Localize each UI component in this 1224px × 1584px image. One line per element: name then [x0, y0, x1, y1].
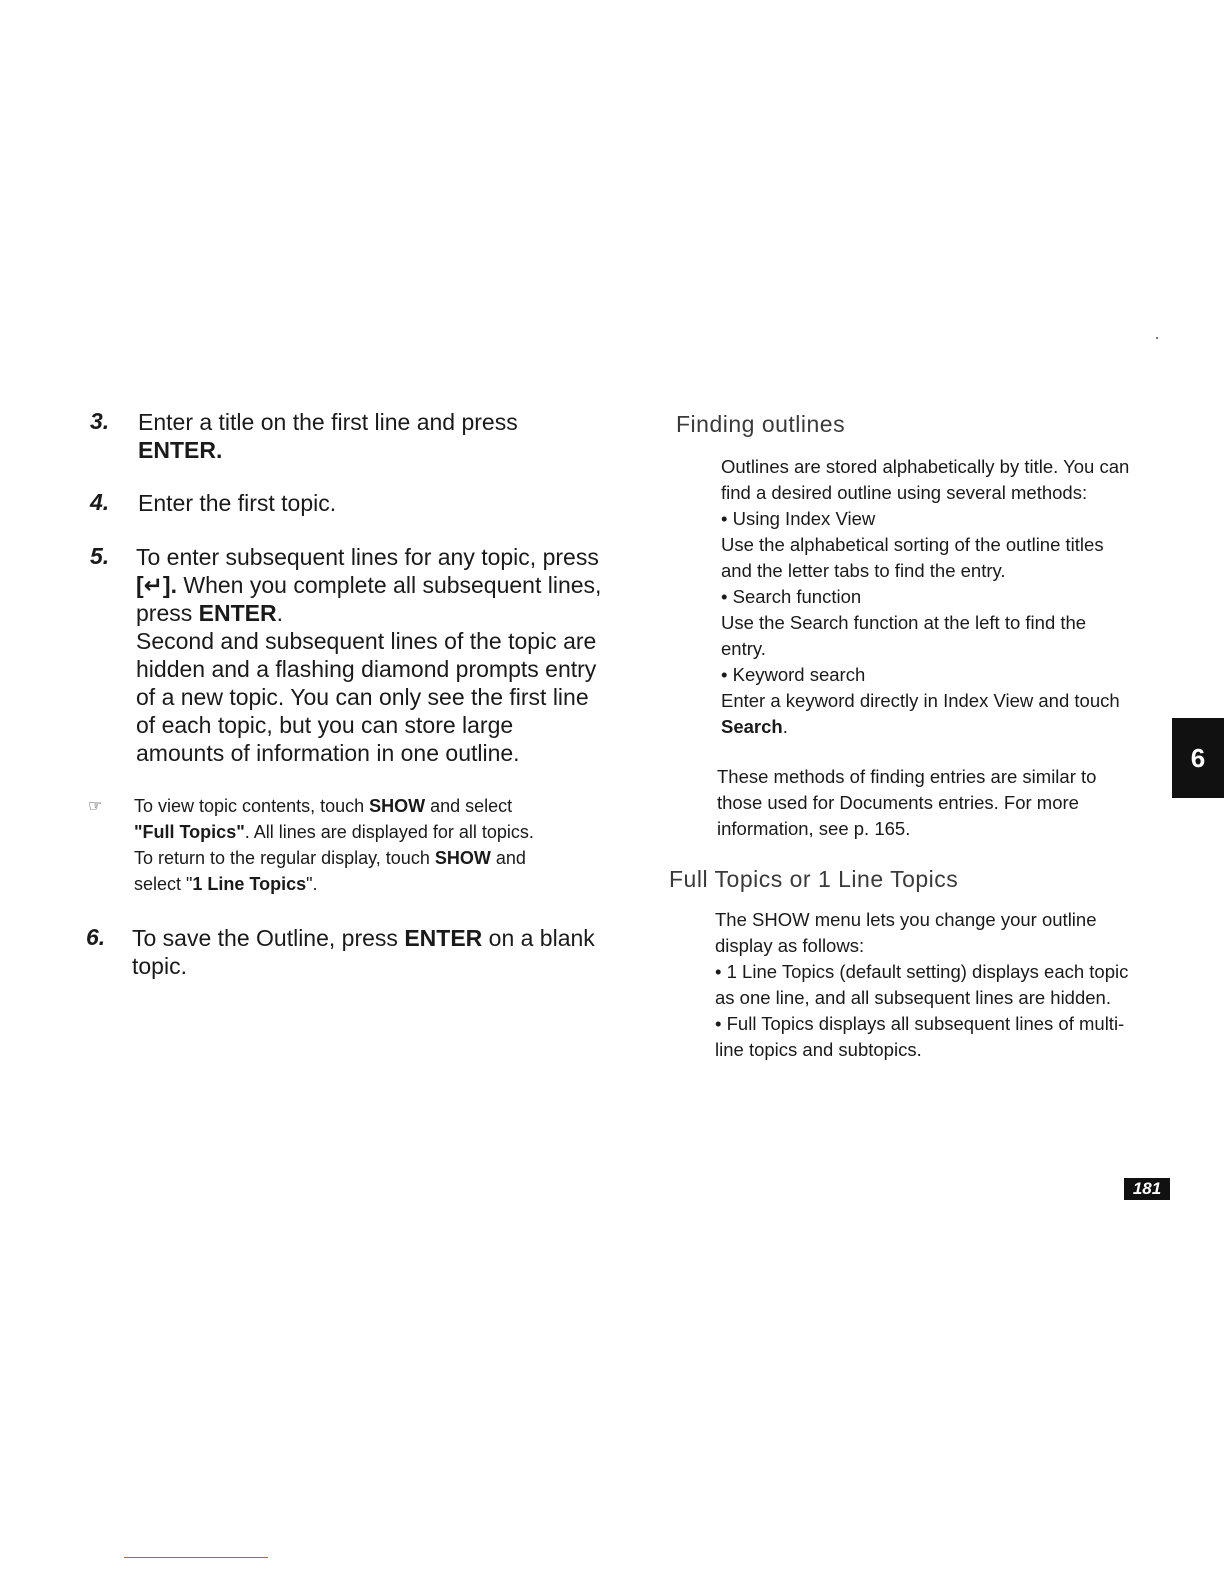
body-line: Outlines are stored alphabetically by title. You can [721, 456, 1130, 477]
search-label: Search [721, 716, 783, 737]
step-line [136, 599, 601, 627]
bullet-desc: Use the alphabetical sorting of the outline titles [721, 534, 1104, 555]
body-line: find a desired outline using several methods: [721, 482, 1088, 503]
note-post: and select [425, 796, 513, 816]
full-topics-body [715, 907, 1128, 1063]
note-line [134, 871, 534, 897]
enter-key-label: ENTER. [138, 437, 223, 463]
return-key-icon: [↵]. [136, 572, 177, 598]
full-topics-label: "Full Topics" [134, 822, 245, 842]
step-line-pre: press [136, 600, 199, 626]
chapter-tab: 6 [1172, 718, 1224, 798]
note-pre: select " [134, 874, 193, 894]
bullet-item: • Search function [721, 586, 862, 607]
note-line [134, 819, 534, 845]
body-line: These methods of finding entries are similar to [717, 766, 1097, 787]
body-line: those used for Documents entries. For more [717, 792, 1079, 813]
bullet-item: • 1 Line Topics (default setting) displays each topic [715, 961, 1129, 982]
show-label: SHOW [369, 796, 426, 816]
finding-outlines-outro [717, 764, 1096, 842]
step-line: Second and subsequent lines of the topic are [136, 628, 597, 654]
note-post: ". [306, 874, 318, 894]
step-number: 6. [86, 924, 106, 950]
body-line: information, see p. 165. [717, 818, 911, 839]
step-line: of a new topic. You can only see the first line [136, 684, 589, 710]
footer-rule [124, 1557, 268, 1558]
bullet-item: • Keyword search [721, 664, 866, 685]
step-line: of each topic, but you can store large [136, 712, 514, 738]
step-number: 5. [90, 543, 110, 569]
bullet-desc: Use the Search function at the left to find the [721, 612, 1087, 633]
step-number: 4. [90, 489, 110, 515]
body-line: The SHOW menu lets you change your outline [715, 909, 1097, 930]
step-line: amounts of information in one outline. [136, 740, 520, 766]
step-line-post: . [276, 600, 283, 626]
punct: . [782, 716, 788, 737]
bullet-desc [721, 714, 1129, 740]
step-text [138, 408, 518, 464]
bullet-item: • Full Topics displays all subsequent lines of multi- [715, 1013, 1125, 1034]
step-text [136, 543, 601, 767]
finding-outlines-body [721, 454, 1129, 740]
step-line-post: on a blank [482, 925, 595, 951]
note-line [134, 793, 534, 819]
step-line-rest: When you complete all subsequent lines, [176, 572, 602, 598]
section-heading-full-topics: Full Topics or 1 Line Topics [669, 866, 959, 892]
note-text [134, 793, 534, 897]
bullet-desc: and the letter tabs to find the entry. [721, 560, 1006, 581]
bullet-item: • Using Index View [721, 508, 876, 529]
bullet-desc: Enter a keyword directly in Index View and touch [721, 690, 1120, 711]
step-line: topic. [132, 953, 187, 979]
step-line-pre: To save the Outline, press [132, 925, 405, 951]
step-number: 3. [90, 408, 110, 434]
pointing-hand-icon: ☞ [88, 798, 102, 815]
scan-dot [1156, 337, 1158, 339]
note-post: and [490, 848, 526, 868]
enter-key-label: ENTER [198, 600, 277, 626]
page-number: 181 [1124, 1178, 1170, 1200]
note-line [134, 845, 534, 871]
step-line: Enter a title on the first line and press [138, 409, 518, 435]
step-text [138, 489, 336, 517]
show-label: SHOW [434, 848, 491, 868]
bullet-desc: entry. [721, 638, 766, 659]
step-text [132, 924, 595, 980]
step-line: hidden and a flashing diamond prompts entry [136, 656, 597, 682]
step-line [136, 571, 601, 599]
step-line: Enter the first topic. [138, 490, 337, 516]
step-line [132, 924, 595, 952]
note-post: . All lines are displayed for all topics. [244, 822, 534, 842]
note-pre: To view topic contents, touch [134, 796, 370, 816]
bullet-desc: line topics and subtopics. [715, 1039, 922, 1060]
bullet-desc: as one line, and all subsequent lines are hidden. [715, 987, 1111, 1008]
section-heading-finding-outlines: Finding outlines [676, 411, 846, 437]
body-line: display as follows: [715, 935, 865, 956]
note-pre: To return to the regular display, touch [134, 848, 435, 868]
enter-key-label: ENTER [404, 925, 483, 951]
step-line: To enter subsequent lines for any topic, press [136, 544, 599, 570]
line-topics-label: 1 Line Topics [192, 874, 307, 894]
